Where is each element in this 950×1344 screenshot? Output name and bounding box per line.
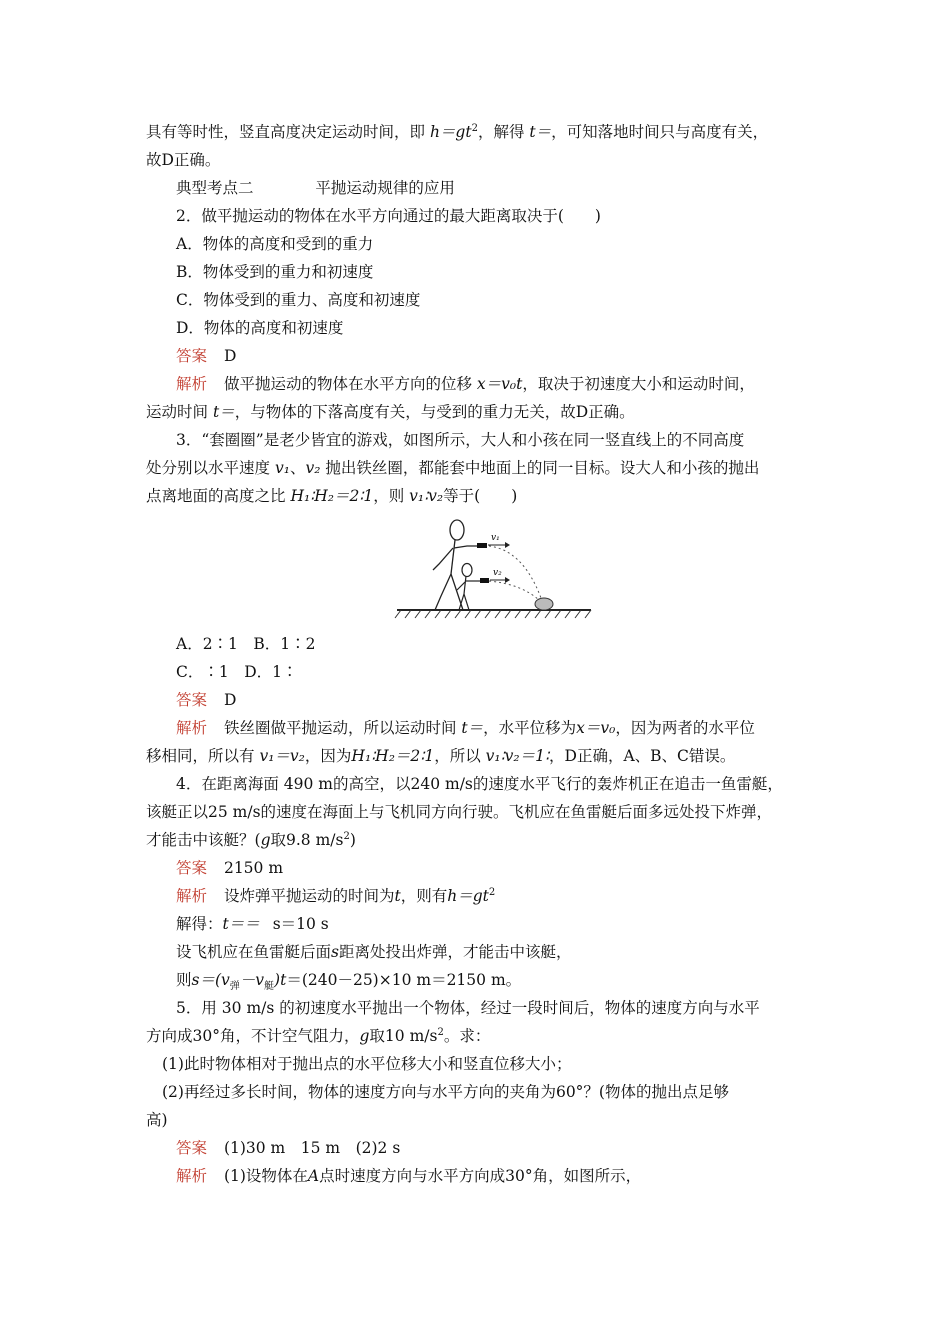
ring-adult xyxy=(477,543,487,548)
text: 解得： xyxy=(176,915,223,933)
text: 等于( ) xyxy=(443,487,518,505)
text: 运动时间 xyxy=(146,403,209,421)
formula: t＝ xyxy=(461,719,484,737)
solution-line xyxy=(176,970,522,993)
answer-label: 答案 xyxy=(176,691,208,709)
option-b: B．物体受到的重力和初速度 xyxy=(176,263,374,281)
text-line xyxy=(146,486,517,506)
explanation-label: 解析 xyxy=(176,719,208,737)
text: 则 xyxy=(176,971,192,989)
text: ，解得 xyxy=(477,123,525,141)
solution-line xyxy=(176,914,329,934)
answer-line xyxy=(176,858,283,878)
formula: x＝v₀ xyxy=(576,719,616,737)
formula: s＝(v xyxy=(191,971,230,989)
ground-hatching xyxy=(395,610,591,618)
formula: v₁＝v₂ xyxy=(259,747,305,765)
text: ＝(240－25)×10 m＝2150 m。 xyxy=(286,971,522,989)
text-line xyxy=(146,458,759,478)
options-cd: C．∶1 D．1∶ xyxy=(176,663,298,681)
text-line xyxy=(146,122,768,142)
text-line xyxy=(146,830,356,850)
formula: t xyxy=(394,887,401,905)
text: 处分别以水平速度 xyxy=(146,459,271,477)
text: 距离处投出炸弹，才能击中该艇， xyxy=(338,943,572,961)
text: (1)设物体在 xyxy=(223,1167,308,1185)
superscript: 2 xyxy=(343,830,350,842)
text: 、 xyxy=(289,459,306,477)
text: ，因为两者的水平位 xyxy=(615,719,755,737)
v2-label: v₂ xyxy=(493,568,502,578)
formula: v₁ xyxy=(274,459,290,477)
solution-line xyxy=(176,942,572,962)
text-line: 该艇正以25 m/s的速度在海面上与飞机同方向行驶。飞机应在鱼雷艇后面多远处投下炸弹， xyxy=(146,803,773,821)
ring-child xyxy=(480,578,489,583)
text: ，取决于初速度大小和运动时间， xyxy=(522,375,755,393)
formula: h＝gt xyxy=(447,887,489,905)
subscript: 弹 xyxy=(229,981,240,993)
v1-label: v₁ xyxy=(491,533,500,543)
explanation-line xyxy=(176,886,495,906)
superscript: 2 xyxy=(437,1026,444,1038)
target-object xyxy=(535,598,553,610)
child-figure xyxy=(457,564,481,611)
answer-line xyxy=(176,1138,400,1158)
sub-question-1: (1)此时物体相对于抛出点的水平位移大小和竖直位移大小； xyxy=(162,1055,572,1073)
formula: h＝gt xyxy=(429,123,472,141)
text: ，所以 xyxy=(434,747,481,765)
section-label: 典型考点二 xyxy=(176,179,254,197)
section-title: 平抛运动规律的应用 xyxy=(315,179,455,197)
answer-line xyxy=(176,690,236,710)
formula: v₁∶v₂ xyxy=(409,487,444,505)
text: ，可知落地时间只与高度有关， xyxy=(551,123,769,141)
question-4: 4．在距离海面 490 m的高空，以240 m/s的速度水平飞行的轰炸机正在追击一鱼雷艇， xyxy=(176,775,783,793)
text: 点离地面的高度之比 xyxy=(146,487,286,505)
trajectory-child xyxy=(489,581,539,600)
text: 铁丝圈做平抛运动，所以运动时间 xyxy=(223,719,457,737)
text: ，则有 xyxy=(400,887,448,905)
text-line: 高) xyxy=(146,1111,168,1129)
v2-arrowhead xyxy=(505,577,510,583)
formula: H₁∶H₂＝2∶1 xyxy=(351,747,435,765)
formula: A xyxy=(307,1167,320,1185)
text: 设飞机应在鱼雷艇后面 xyxy=(176,943,332,961)
text-line xyxy=(146,1026,490,1046)
superscript: 2 xyxy=(488,886,496,898)
options-ab: A．2∶1 B．1∶2 xyxy=(176,635,316,653)
explanation-label: 解析 xyxy=(176,887,208,905)
text: 方向成30°角，不计空气阻力， xyxy=(146,1027,360,1045)
explanation-label: 解析 xyxy=(176,375,208,393)
text-line xyxy=(146,746,735,766)
text: 。求： xyxy=(443,1027,491,1045)
option-d: D．物体的高度和初速度 xyxy=(176,319,344,337)
v1-arrowhead xyxy=(505,542,510,548)
text: ，则 xyxy=(373,487,405,505)
formula: t＝ xyxy=(529,123,552,141)
ring-toss-figure xyxy=(393,512,599,624)
superscript: 2 xyxy=(471,122,478,134)
option-c: C．物体受到的重力、高度和初速度 xyxy=(176,291,421,309)
answer-value: 2150 m xyxy=(223,859,284,877)
text: 设炸弹平抛运动的时间为 xyxy=(223,887,395,905)
formula: H₁∶H₂＝2∶1 xyxy=(290,487,374,505)
question-2: 2．做平抛运动的物体在水平方向通过的最大距离取决于( ) xyxy=(176,207,601,225)
explanation-line xyxy=(176,718,755,738)
answer-value: D xyxy=(223,691,237,709)
text: 做平抛运动的物体在水平方向的位移 xyxy=(223,375,472,393)
text-line: 故D正确。 xyxy=(146,151,221,169)
text-line xyxy=(146,402,635,422)
explanation-label: 解析 xyxy=(176,1167,208,1185)
question-3: 3．“套圈圈”是老少皆宜的游戏，如图所示，大人和小孩在同一竖直线上的不同高度 xyxy=(176,431,745,449)
subscript: 艇 xyxy=(264,981,275,993)
explanation-line xyxy=(176,1166,641,1186)
answer-line xyxy=(176,346,236,366)
formula: t＝ xyxy=(212,403,235,421)
formula: t＝＝ xyxy=(222,915,260,933)
formula: g xyxy=(260,831,271,849)
text: 具有等时性，竖直高度决定运动时间，即 xyxy=(146,123,426,141)
text: ) xyxy=(349,831,356,849)
section-heading xyxy=(176,178,455,198)
text: 取9.8 m/s xyxy=(270,831,344,849)
answer-label: 答案 xyxy=(176,347,208,365)
text: ，因为 xyxy=(304,747,352,765)
text: 取10 m/s xyxy=(369,1027,438,1045)
text: s＝10 s xyxy=(272,915,329,933)
answer-label: 答案 xyxy=(176,1139,208,1157)
text: 抛出铁丝圈，都能套中地面上的同一目标。设大人和小孩的抛出 xyxy=(325,459,760,477)
formula: －v xyxy=(239,971,265,989)
answer-value: D xyxy=(223,347,237,365)
formula: g xyxy=(359,1027,370,1045)
text: ，水平位移为 xyxy=(483,719,577,737)
formula: )t xyxy=(274,971,287,989)
text: ，D正确，A、B、C错误。 xyxy=(549,747,736,765)
answer-label: 答案 xyxy=(176,859,208,877)
option-a: A．物体的高度和受到的重力 xyxy=(176,235,374,253)
text: 点时速度方向与水平方向成30°角，如图所示， xyxy=(319,1167,642,1185)
text: 移相同，所以有 xyxy=(146,747,255,765)
explanation-line xyxy=(176,374,755,394)
formula: x＝v₀t xyxy=(476,375,523,393)
formula: v₂ xyxy=(305,459,321,477)
question-5: 5．用 30 m/s 的初速度水平抛出一个物体，经过一段时间后，物体的速度方向与水平 xyxy=(176,999,760,1017)
answer-value: (1)30 m 15 m (2)2 s xyxy=(223,1139,401,1157)
text: 才能击中该艇？( xyxy=(146,831,261,849)
sub-question-2: (2)再经过多长时间，物体的速度方向与水平方向的夹角为60°？(物体的抛出点足够 xyxy=(162,1083,729,1101)
formula: s xyxy=(331,943,339,961)
formula: v₁∶v₂＝1∶ xyxy=(485,747,550,765)
text: ，与物体的下落高度有关，与受到的重力无关，故D正确。 xyxy=(234,403,635,421)
